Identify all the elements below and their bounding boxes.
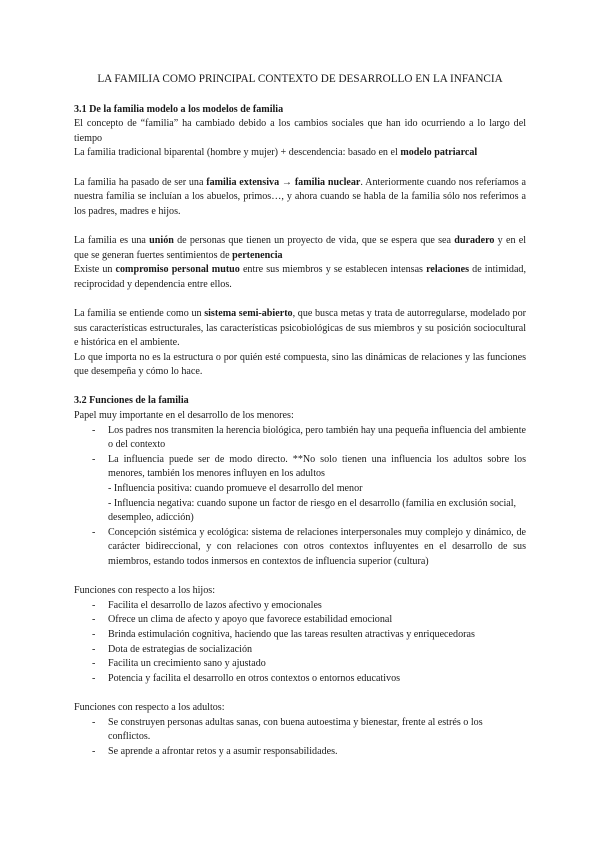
paragraph-concept: El concepto de “familia” ha cambiado debido a los cambios sociales que han ido ocurriendo a lo largo del tiempo: [74, 118, 526, 144]
list-item: - Facilita el desarrollo de lazos afectivo y emocionales: [92, 599, 526, 614]
list-item: - Se aprende a afrontar retos y a asumir responsabilidades.: [92, 745, 526, 760]
list-item: - Los padres nos transmiten la herencia biológica, pero también hay una pequeña influencia del ambiente o del contexto: [92, 424, 526, 453]
paragraph-union: La familia es una unión de personas que tienen un proyecto de vida, que se espera que sea duradero y en el que se generan fuertes sentimientos de pertenencia: [74, 234, 527, 261]
list-item: - Dota de estrategias de socialización: [92, 643, 526, 658]
functions-list: [74, 424, 526, 570]
list-item: - La influencia puede ser de modo directo. **No solo tienen una influencia los adultos sobre los menores, también los menores influyen en los adultos - Influencia positiva: cuando promueve el desarrollo del menor - Influencia negativa: cuando supone un factor de riesgo en el desarrollo (familia en exclusión social, desempleo, adicción): [92, 453, 526, 526]
section-1-heading: 3.1 De la familia modelo a los modelos de familia: [74, 103, 284, 115]
adults-functions-heading: Funciones con respecto a los adultos:: [74, 701, 225, 713]
paragraph-extensive-nuclear: La familia ha pasado de ser una familia extensiva → familia nuclear. Anteriormente cuando nos referíamos a nuestra familia se incluían a los abuelos, primos…, y ahora cuando se habla de la familia sólo nos referimos a los padres, madres e hijos.: [74, 176, 527, 217]
adults-functions-list: [74, 716, 526, 760]
document-title: LA FAMILIA COMO PRINCIPAL CONTEXTO DE DESARROLLO EN LA INFANCIA: [97, 73, 503, 85]
functions-intro: Papel muy importante en el desarrollo de los menores:: [74, 410, 294, 422]
paragraph-commitment: Existe un compromiso personal mutuo entre sus miembros y se establecen intensas relaciones de intimidad, reciprocidad y dependencia entre ellos.: [74, 264, 526, 290]
sub-list-item: - Influencia positiva: cuando promueve el desarrollo del menor: [108, 483, 363, 495]
paragraph-semi-open-system: La familia se entiende como un sistema semi-abierto, que busca metas y trata de autorregularse, modelado por sus características estructurales, las características psicobiológicas de sus miembros y su posición sociocultural e histórica en el ambiente.: [74, 307, 526, 349]
list-item: - Facilita un crecimiento sano y ajustado: [92, 657, 526, 672]
list-item: - Concepción sistémica y ecológica: sistema de relaciones interpersonales muy complejo y dinámico, de carácter bidireccional, y con relaciones con otros contextos influyentes en el desarrollo de sus miembros, estando todos inmersos en contextos de influencia superior (cultura): [92, 526, 526, 570]
paragraph-traditional: La familia tradicional biparental (hombre y mujer) + descendencia: basado en el modelo patriarcal: [74, 147, 478, 159]
children-functions-list: [74, 599, 526, 687]
list-item: - Se construyen personas adultas sanas, con buena autoestima y bienestar, frente al estrés o los conflictos.: [92, 716, 526, 745]
sub-list-item: - Influencia negativa: cuando supone un factor de riesgo en el desarrollo (familia en exclusión social, desempleo, adicción): [108, 497, 517, 524]
paragraph-dynamics: Lo que importa no es la estructura o por quién esté compuesta, sino las dinámicas de relaciones y las funciones que desempeña y cómo lo hace.: [74, 351, 526, 378]
list-item: - Potencia y facilita el desarrollo en otros contextos o entornos educativos: [92, 672, 526, 687]
list-item: - Brinda estimulación cognitiva, haciendo que las tareas resulten atractivas y enriquecedoras: [92, 628, 526, 643]
children-functions-heading: Funciones con respecto a los hijos:: [74, 585, 216, 597]
list-item: - Ofrece un clima de afecto y apoyo que favorece estabilidad emocional: [92, 613, 526, 628]
section-2-heading: 3.2 Funciones de la familia: [74, 395, 189, 407]
